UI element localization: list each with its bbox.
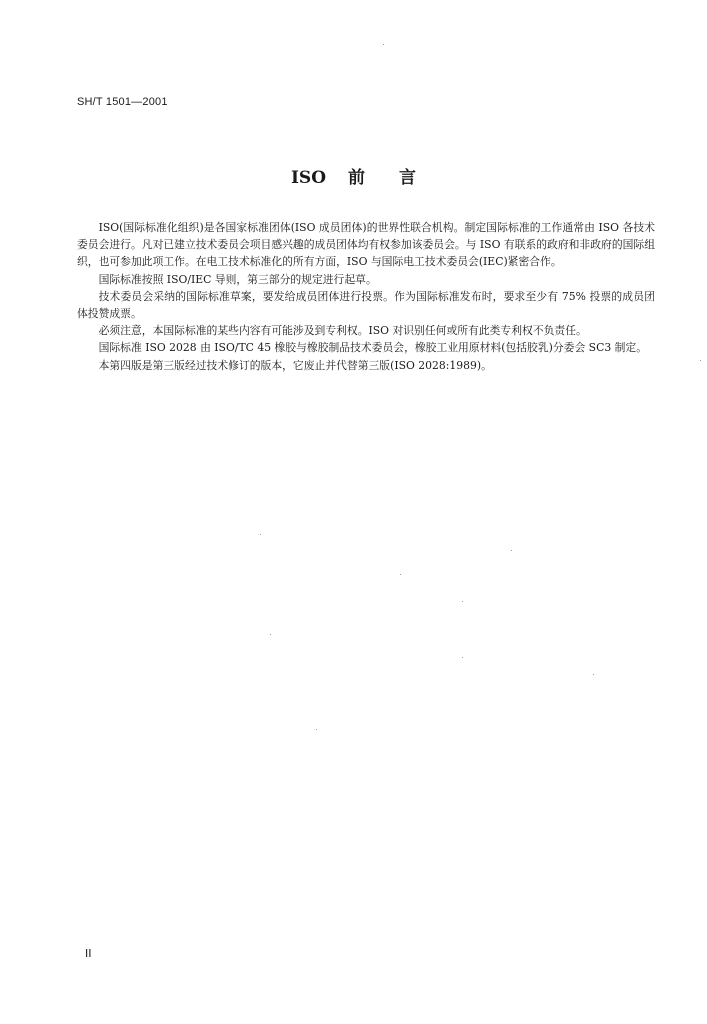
title-char-2: 言: [399, 168, 417, 188]
scan-speck: [462, 657, 463, 658]
title-char-1: 前: [348, 168, 366, 188]
paragraph-voting: 技术委员会采纳的国际标准草案，要发给成员团体进行投票。作为国际标准发布时，要求至少有 75% 投票的成员团体投赞成票。: [77, 289, 655, 321]
paragraph-iso-overview: ISO(国际标准化组织)是各国家标准团体(ISO 成员团体)的世界性联合机构。制定国际标准的工作通常由 ISO 各技术委员会进行。凡对已建立技术委员会项目感兴趣的成员团体均有权参加该委员会。与 ISO 有联系的政府和非政府的国际组织，也可参加此项工作。在电工技术标准化的所有方面，ISO 与国际电工技术委员会(IEC)紧密合作。: [77, 221, 656, 269]
standard-code-header: SH/T 1501—2001: [77, 96, 168, 108]
scan-speck: [593, 674, 594, 675]
scan-speck: [260, 534, 261, 535]
paragraph-patent-notice: 必须注意，本国际标准的某些内容有可能涉及到专利权。ISO 对识别任何或所有此类专利权不负责任。: [98, 324, 587, 338]
paragraph-edition: 本第四版是第三版经过技术修订的版本，它废止并代替第三版(ISO 2028:1989)。: [98, 358, 492, 372]
scan-speck: [270, 634, 271, 635]
paragraph-drafting-rules: 国际标准按照 ISO/IEC 导则，第三部分的规定进行起草。: [98, 272, 377, 286]
scan-speck: [400, 574, 401, 575]
scan-speck: [462, 601, 463, 602]
scan-speck: [511, 550, 512, 551]
title-iso: ISO: [290, 168, 327, 188]
scan-speck: [383, 44, 384, 45]
page-title: [0, 163, 707, 188]
foreword-body: [77, 219, 655, 374]
page-number: II: [85, 947, 92, 960]
paragraph-committee: 国际标准 ISO 2028 由 ISO/TC 45 橡胶与橡胶制品技术委员会，橡胶工业用原材料(包括胶乳)分委会 SC3 制定。: [98, 341, 648, 355]
scan-speck: [700, 360, 701, 361]
scan-speck: [316, 729, 317, 730]
